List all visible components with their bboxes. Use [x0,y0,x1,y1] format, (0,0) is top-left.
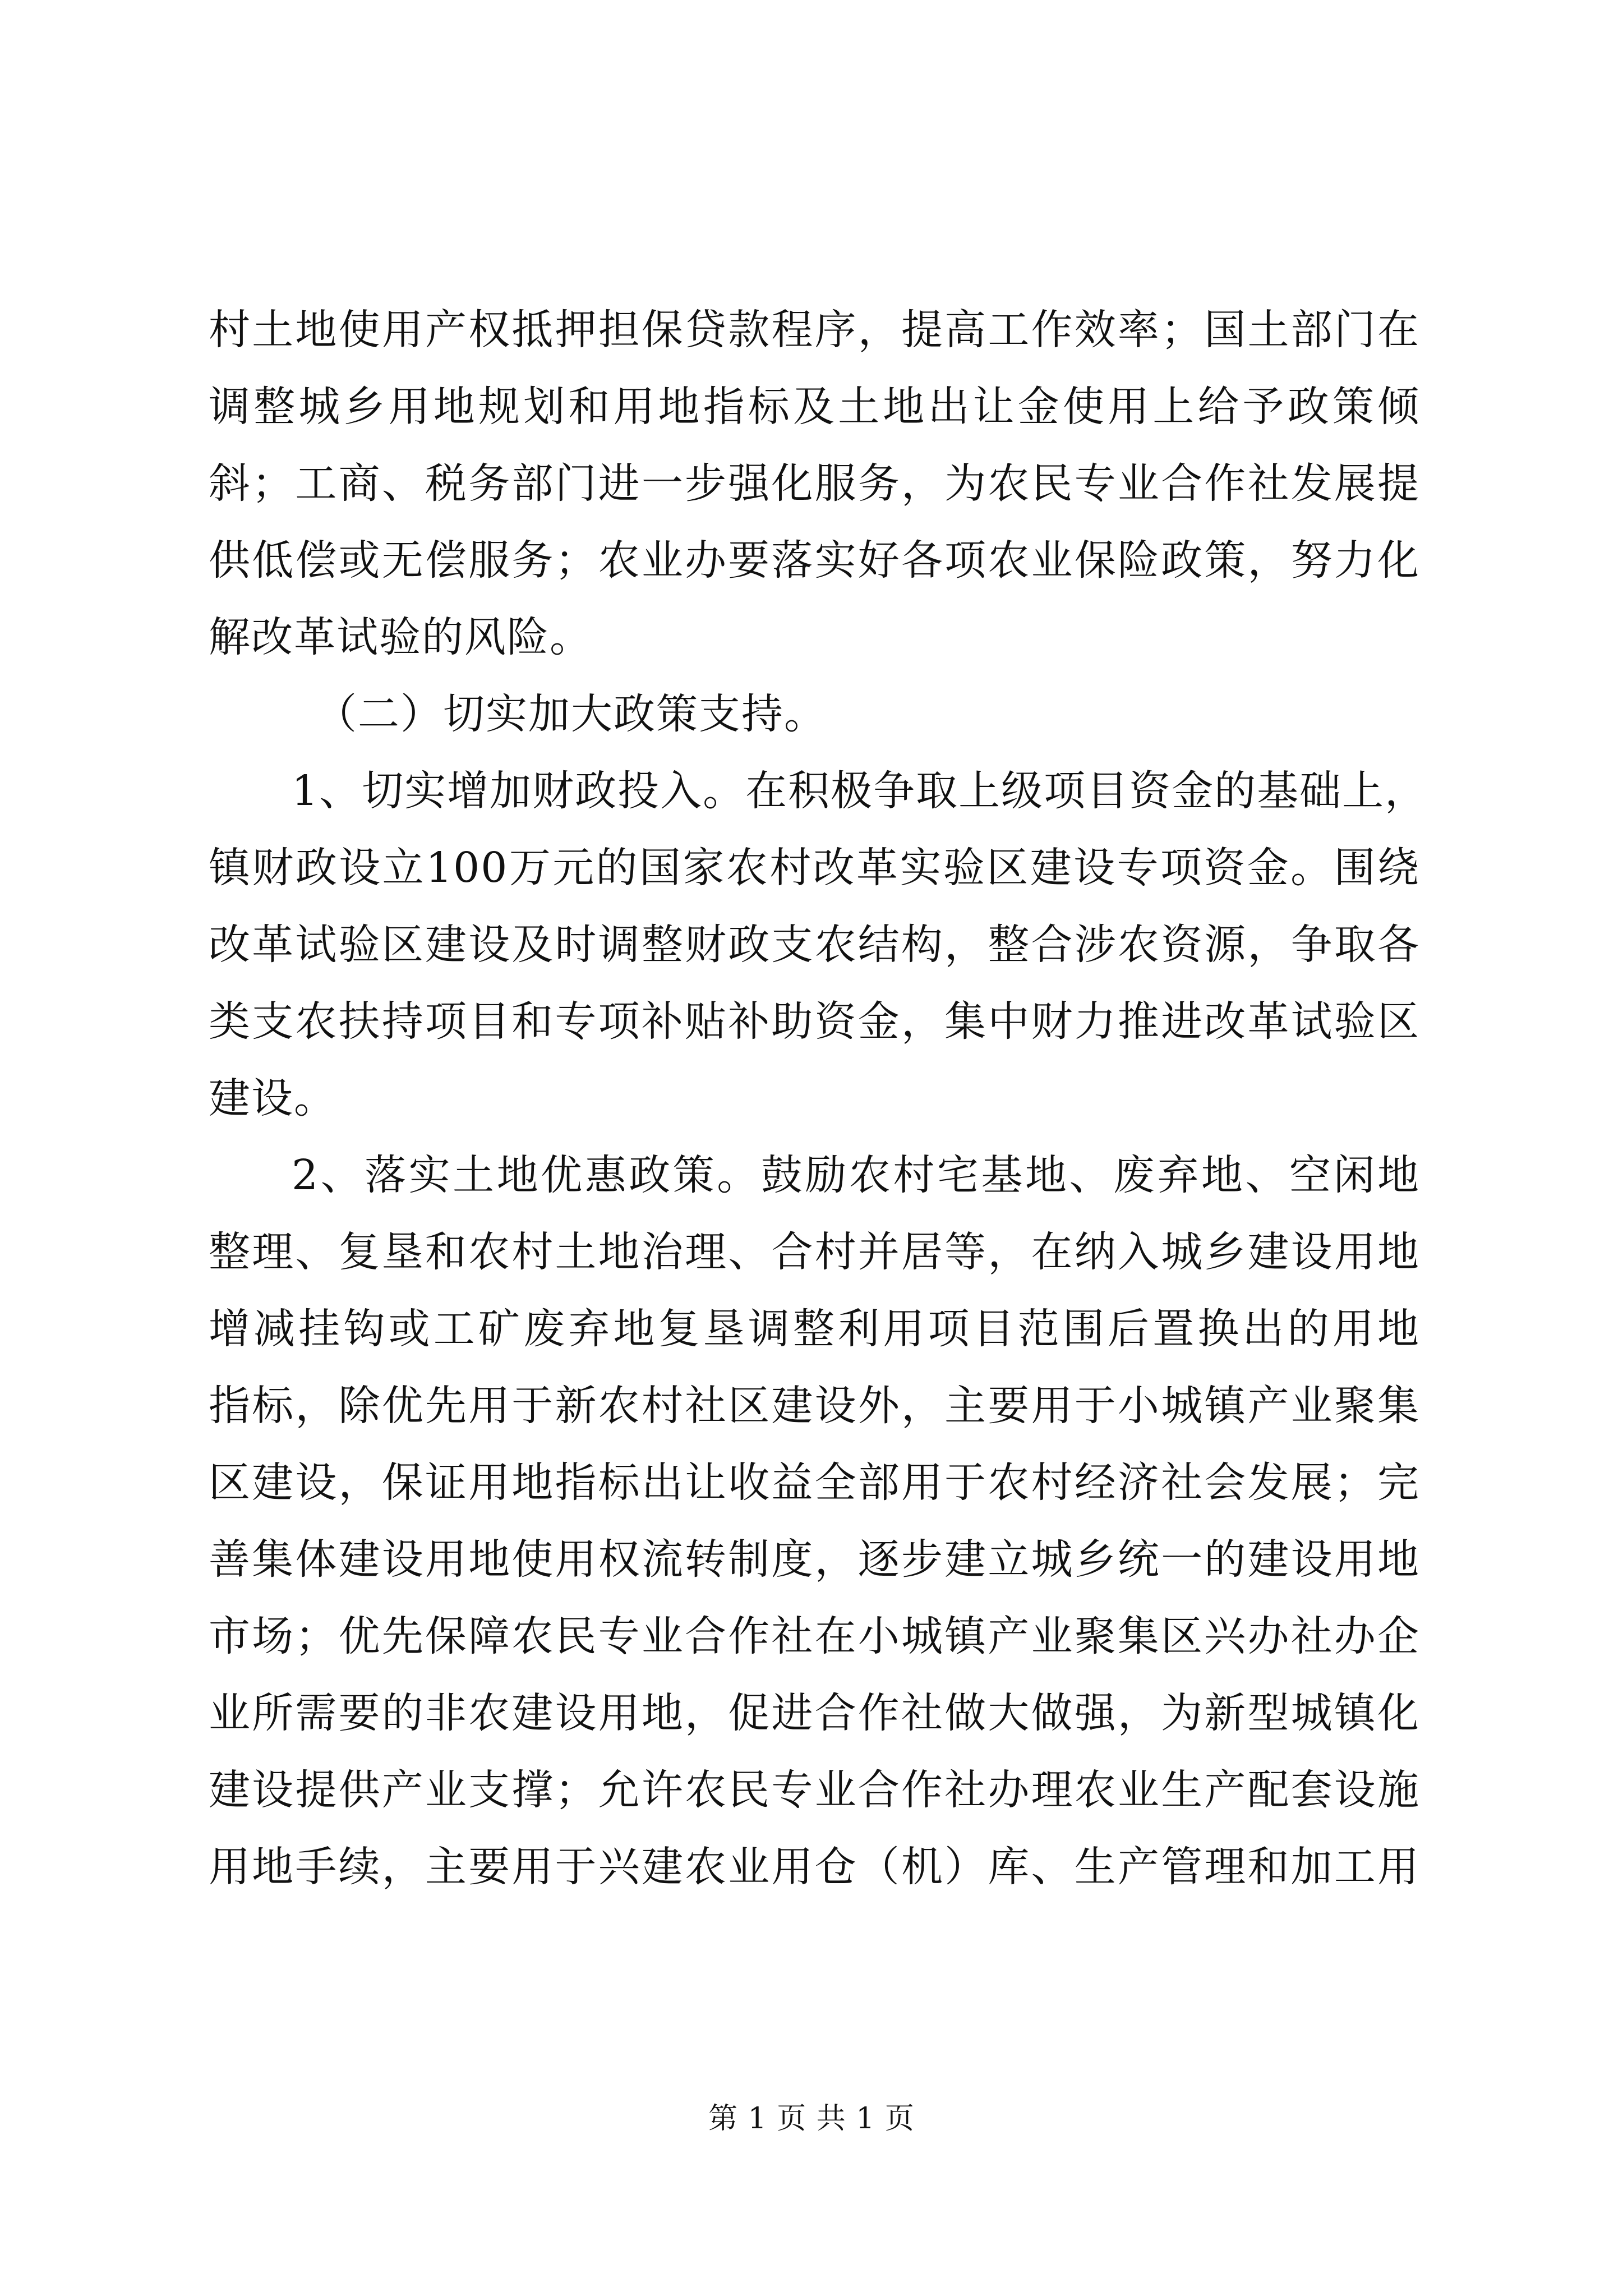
text-line: 增减挂钩或工矿废弃地复垦调整利用项目范围后置换出的用地 [209,1305,1420,1353]
text-line: 区建设，保证用地指标出让收益全部用于农村经济社会发展；完 [209,1458,1420,1507]
text-line: 建设。 [209,1074,336,1122]
text-line: 镇财政设立100万元的国家农村改革实验区建设专项资金。围绕 [209,844,1420,892]
body-text [209,292,1428,1906]
text-line: 调整城乡用地规划和用地指标及土地出让金使用上给予政策倾 [209,383,1420,431]
text-line: 村土地使用产权抵押担保贷款程序，提高工作效率；国土部门在 [209,306,1420,354]
text-line: 建设提供产业支撑；允许农民专业合作社办理农业生产配套设施 [209,1766,1420,1814]
text-line: 1、切实增加财政投入。在积极争取上级项目资金的基础上， [292,767,1428,815]
section-heading: （二）切实加大政策支持。 [315,690,827,738]
text-line: 类支农扶持项目和专项补贴补助资金，集中财力推进改革试验区 [209,997,1420,1046]
text-line: 市场；优先保障农民专业合作社在小城镇产业聚集区兴办社办企 [209,1612,1420,1660]
text-line: 整理、复垦和农村土地治理、合村并居等，在纳入城乡建设用地 [209,1228,1420,1276]
text-line: 解改革试验的风险。 [209,613,592,661]
text-line: 用地手续，主要用于兴建农业用仓（机）库、生产管理和加工用 [209,1843,1420,1891]
text-line: 业所需要的非农建设用地，促进合作社做大做强，为新型城镇化 [209,1689,1420,1737]
text-line: 供低偿或无偿服务；农业办要落实好各项农业保险政策，努力化 [209,536,1420,585]
text-line: 指标，除优先用于新农村社区建设外，主要用于小城镇产业聚集 [209,1382,1420,1430]
text-line: 改革试验区建设及时调整财政支农结构，整合涉农资源，争取各 [209,921,1420,969]
text-line: 斜；工商、税务部门进一步强化服务，为农民专业合作社发展提 [209,459,1420,508]
text-line: 2、落实土地优惠政策。鼓励农村宅基地、废弃地、空闲地 [292,1151,1420,1199]
page-footer: 第 1 页 共 1 页 [708,2102,915,2136]
text-line: 善集体建设用地使用权流转制度，逐步建立城乡统一的建设用地 [209,1535,1420,1584]
